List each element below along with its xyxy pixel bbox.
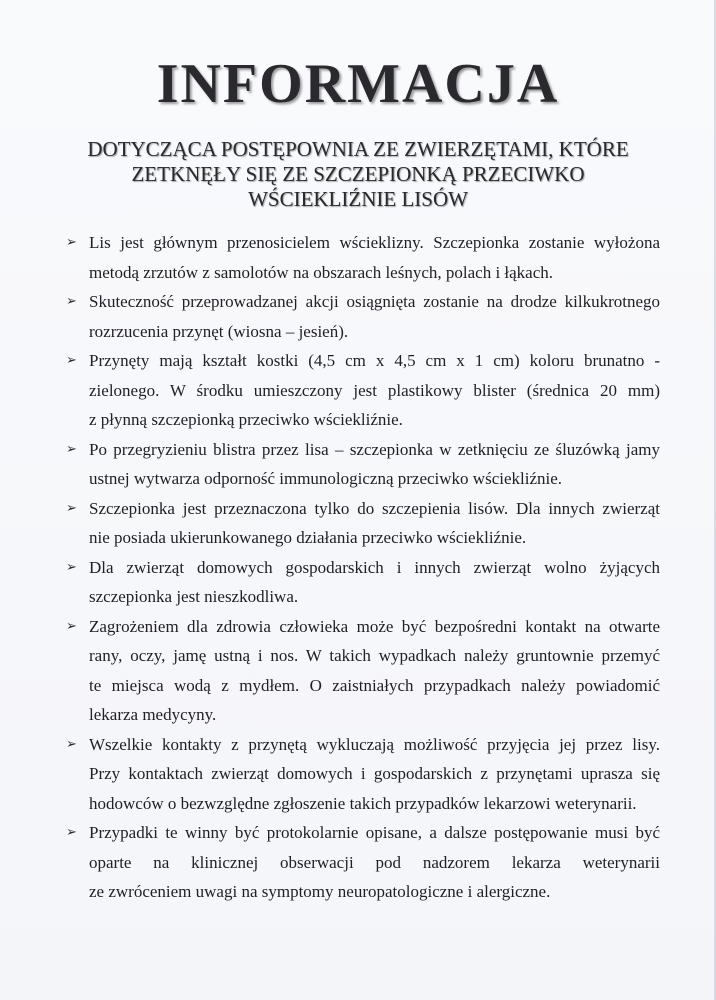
bullet-line: z płynną szczepionką przeciwko wściekliźnie. — [89, 410, 403, 429]
bullet-line: Dla zwierząt domowych gospodarskich i innych zwierząt wolno żyjących — [89, 557, 660, 577]
bullet-line: ustnej wytwarza odporność immunologiczną przeciwko wściekliźnie. — [89, 469, 563, 488]
bullet-line: Skuteczność przeprowadzanej akcji osiągnięta zostanie na drodze kilkukrotnego — [89, 292, 660, 311]
bullet-item — [66, 287, 660, 346]
bullet-list — [66, 228, 660, 907]
bullet-arrow-icon: ➢ — [66, 618, 77, 634]
bullet-line: te miejsca wodą z mydłem. O zaistniałych przypadkach należy powiadomić — [89, 675, 660, 695]
bullet-line: Przypadki te winny być protokolarnie opisane, a dalsze postępowanie musi być — [89, 823, 660, 842]
bullet-line: Lis jest głównym przenosicielem wścieklizny. Szczepionka zostanie wyłożona — [89, 233, 660, 252]
bullet-line: hodowców o bezwzględne zgłoszenie takich przypadków lekarzowi weterynarii. — [89, 793, 637, 813]
subtitle-line: DOTYCZĄCA POSTĘPOWNIA ZE ZWIERZĘTAMI, KTÓRE — [87, 137, 629, 161]
bullet-line: oparte na klinicznej obserwacji pod nadzorem lekarza weterynarii — [89, 852, 660, 872]
bullet-line: lekarza medycyny. — [89, 705, 217, 724]
document-title: INFORMACJA — [156, 53, 560, 115]
bullet-arrow-icon: ➢ — [66, 441, 77, 457]
bullet-line: nie posiada ukierunkowanego działania przeciwko wściekliźnie. — [89, 528, 527, 547]
bullet-line: rany, oczy, jamę ustną i nos. W takich wypadkach należy gruntownie przemyć — [89, 646, 660, 665]
bullet-line: Zagrożeniem dla zdrowia człowieka może być bezpośredni kontakt na otwarte — [89, 616, 660, 636]
bullet-line: Przy kontaktach zwierząt domowych i gospodarskich z przynętami uprasza się — [89, 764, 660, 783]
subtitle-line: ZETKNĘŁY SIĘ ZE SZCZEPIONKĄ PRZECIWKO — [131, 162, 585, 186]
bullet-arrow-icon: ➢ — [66, 736, 77, 752]
subtitle-line: WŚCIEKLIŹNIE LISÓW — [248, 187, 468, 211]
bullet-item — [66, 818, 660, 907]
bullet-arrow-icon: ➢ — [66, 235, 77, 250]
bullet-arrow-icon: ➢ — [66, 825, 77, 840]
bullet-line: Przynęty mają kształt kostki (4,5 cm x 4,5 cm x 1 cm) koloru brunatno - — [89, 351, 660, 370]
bullet-line: rozrzucenia przynęt (wiosna – jesień). — [89, 321, 349, 341]
bullet-item — [66, 730, 660, 819]
bullet-item — [66, 612, 660, 730]
bullet-item — [66, 553, 660, 612]
bullet-line: ze zwróceniem uwagi na symptomy neuropatologiczne i alergiczne. — [89, 882, 551, 901]
document-subtitle — [60, 137, 656, 212]
bullet-line: metodą zrzutów z samolotów na obszarach leśnych, polach i łąkach. — [89, 262, 554, 282]
bullet-line: szczepionka jest nieszkodliwa. — [89, 587, 299, 606]
bullet-line: Po przegryzieniu blistra przez lisa – szczepionka w zetknięciu ze śluzówką jamy — [89, 439, 660, 459]
bullet-arrow-icon: ➢ — [66, 353, 77, 368]
bullet-item — [66, 494, 660, 553]
bullet-item — [66, 435, 660, 494]
bullet-line: Szczepionka jest przeznaczona tylko do szczepienia lisów. Dla innych zwierząt — [89, 498, 660, 518]
bullet-item — [66, 346, 660, 435]
bullet-line: zielonego. W środku umieszczony jest plastikowy blister (średnica 20 mm) — [89, 380, 660, 400]
bullet-line: Wszelkie kontakty z przynętą wykluczają możliwość przyjęcia jej przez lisy. — [89, 734, 660, 754]
bullet-arrow-icon: ➢ — [66, 294, 77, 309]
bullet-arrow-icon: ➢ — [66, 500, 77, 516]
bullet-item — [66, 228, 660, 287]
bullet-arrow-icon: ➢ — [66, 559, 77, 575]
